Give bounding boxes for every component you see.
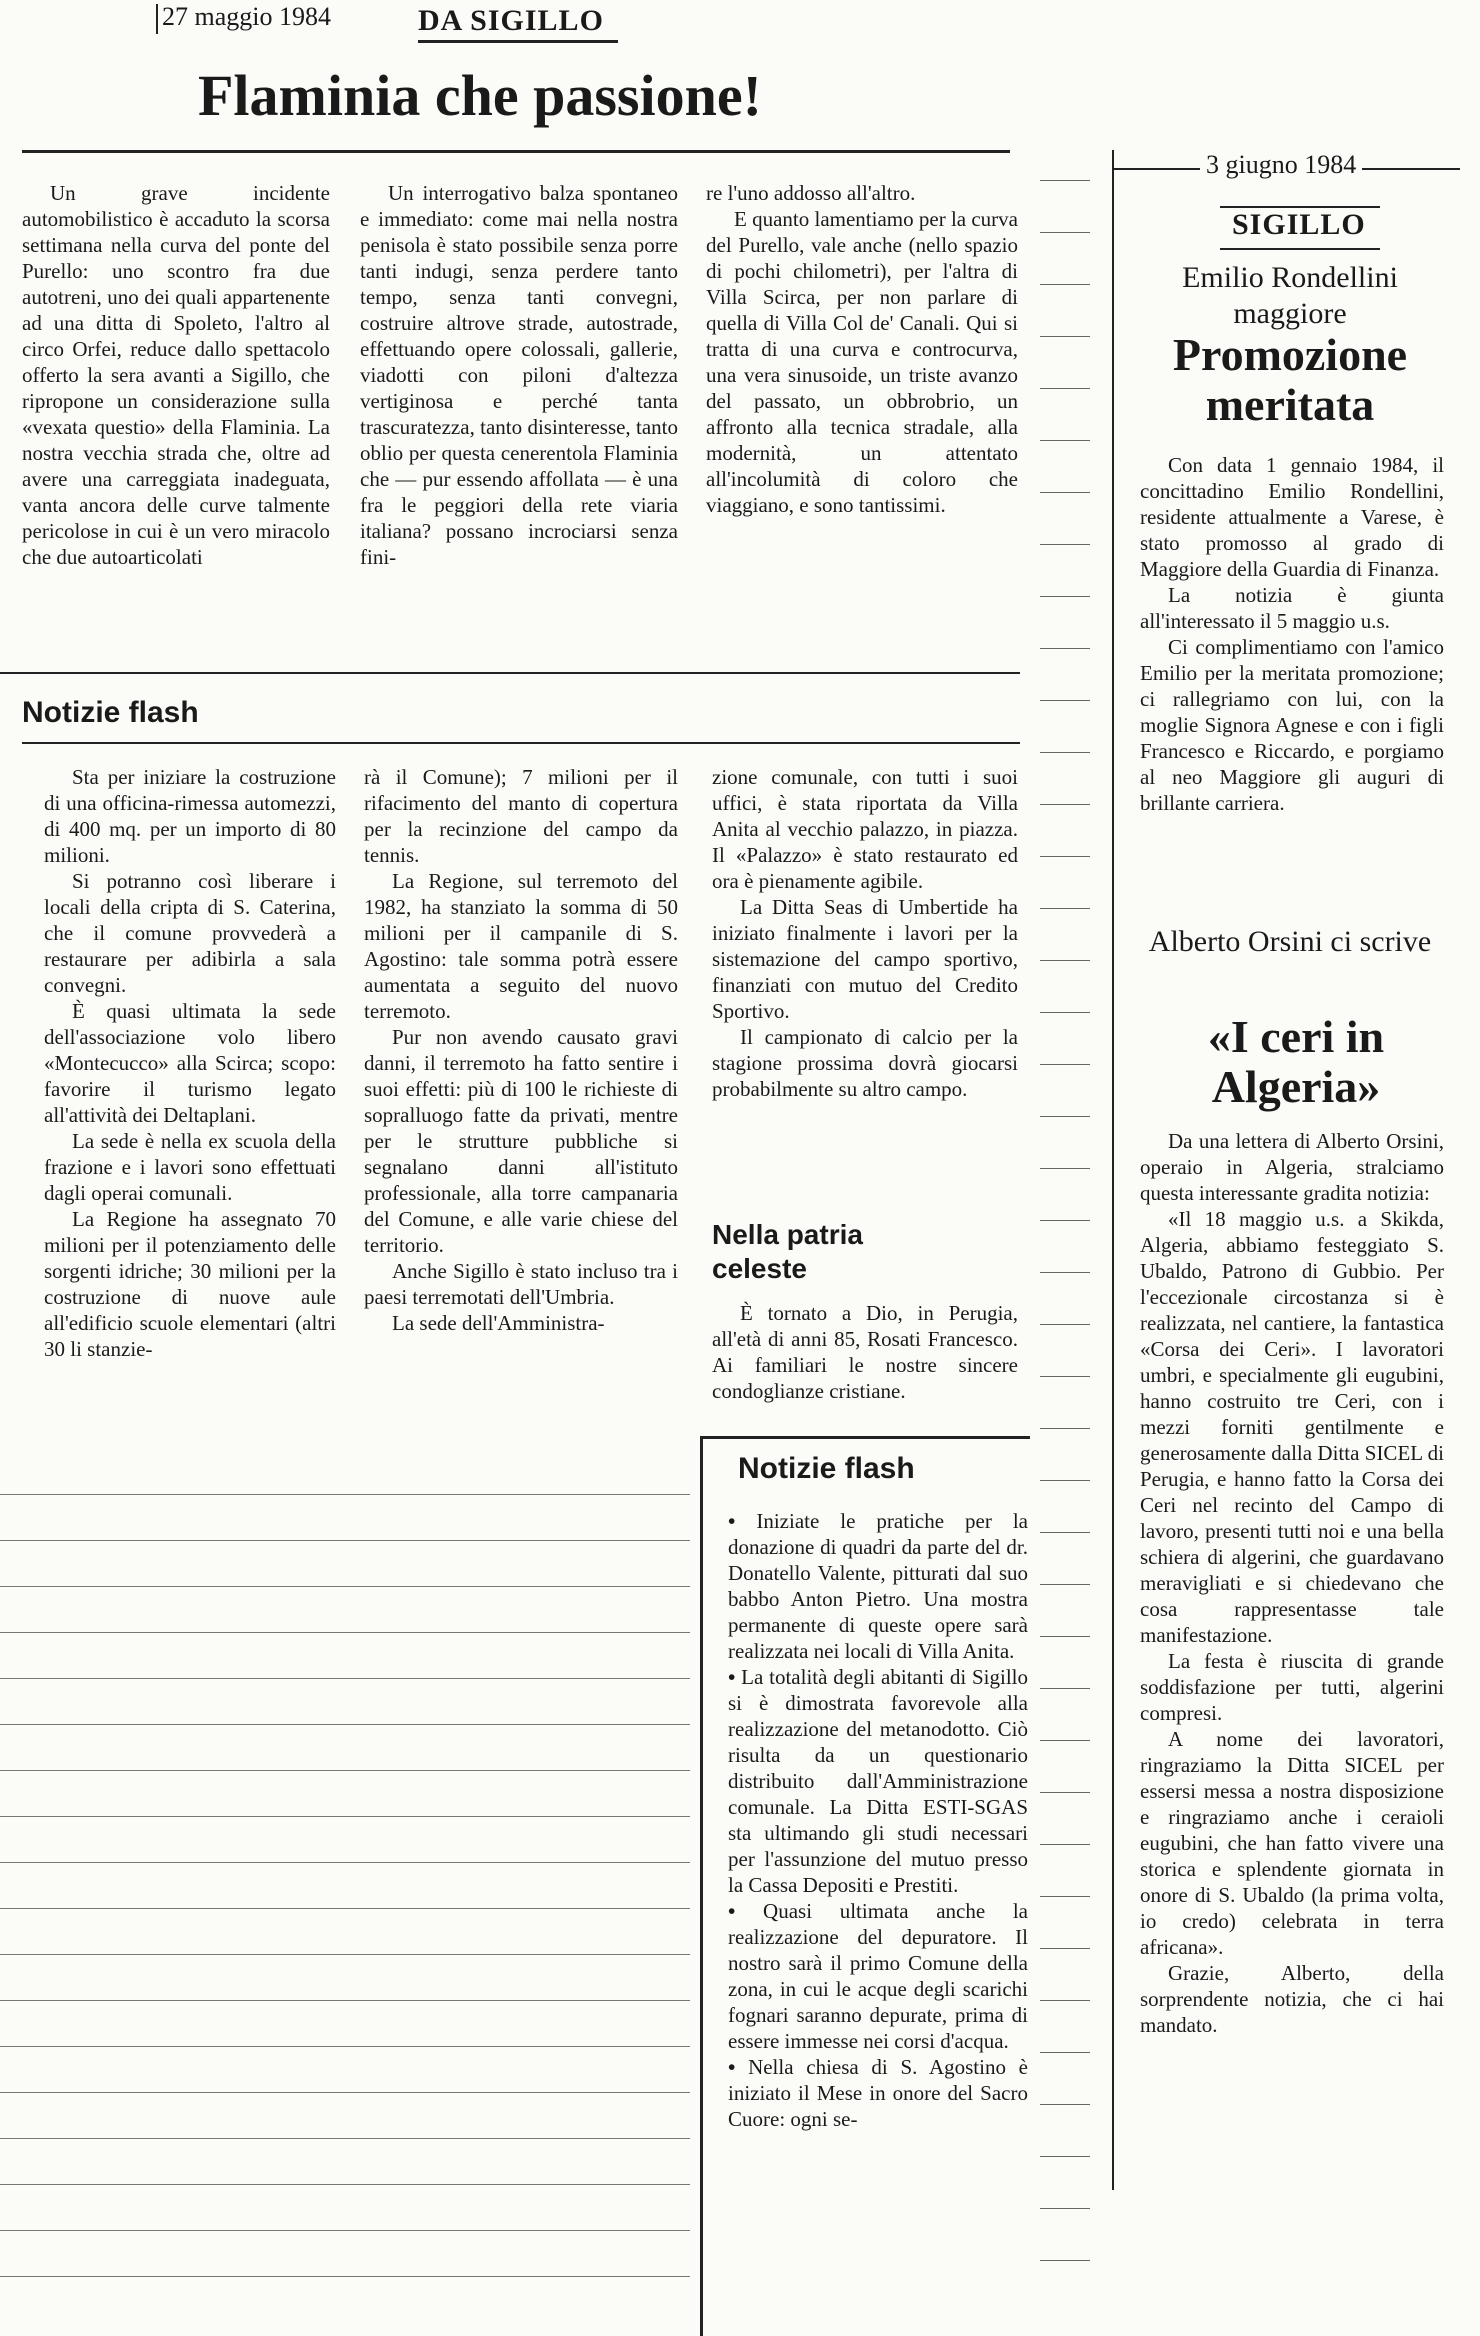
flash-paragraph: Pur non avendo causato gravi danni, il terremoto ha fatto sentire i suoi effetti: più di 100 le richieste di sopralluogo fatte da privati, mentre per le strutture pubbliche si segnalano danni all'istituto professionale, alla torre campanaria del Comune, e alle varie chiese del territorio.: [364, 1025, 678, 1257]
flash-paragraph: Sta per iniziare la costruzione di una officina-rimessa automezzi, di 400 mq. per un importo di 80 milioni.: [44, 765, 336, 867]
patria-title: Nella patria celeste: [712, 1219, 863, 1284]
right-paragraph: Da una lettera di Alberto Orsini, operaio in Algeria, stralciamo questa interessante gradita notizia:: [1140, 1129, 1444, 1205]
flash2-item: • Quasi ultimata anche la realizzazione del depuratore. Il nostro sarà il primo Comune della zona, in cui le acque degli scarichi fognari saranno depurate, prima di essere immesse nei corsi d'acqua.: [728, 1898, 1028, 2054]
notizie-flash-title: Notizie flash: [22, 696, 199, 729]
right-issue-date: 3 giugno 1984: [1200, 150, 1362, 180]
article-paragraph: re l'uno addosso all'altro.: [706, 181, 916, 205]
right-section-label: SIGILLO: [1232, 208, 1366, 241]
right-article-1: [1140, 452, 1444, 816]
right-paragraph: Grazie, Alberto, della sorprendente notizia, che ci hai mandato.: [1140, 1961, 1444, 2037]
flash-paragraph: Anche Sigillo è stato incluso tra i paesi terremotati dell'Umbria.: [364, 1259, 678, 1309]
right-paragraph: Con data 1 gennaio 1984, il concittadino Emilio Rondellini, residente attualmente a Varese, è stato promosso al grado di Maggiore della Guardia di Finanza.: [1140, 453, 1444, 581]
article-paragraph: Un grave incidente automobilistico è accaduto la scorsa settimana nella curva del ponte del Purello: uno scontro fra due autotreni, uno dei quali appartenente ad una ditta di Spoleto, l'altro al circo Orfei, reduce dallo spettacolo offerto la sera avanti a Sigillo, che ripropone un considerazione sulla «vexata questio» della Flaminia. La nostra vecchia strada che, oltre ad avere una carreggiata inadeguata, vanta ancora delle curve talmente pericolose in cui è un vero miracolo che due autoarticolati: [22, 181, 330, 569]
flash-paragraph: È quasi ultimata la sede dell'associazione volo libero «Montecucco» alla Scirca; scopo: favorire il turismo legato all'attività dei Deltaplani.: [44, 999, 336, 1127]
flash2-box-left: [700, 1438, 703, 2336]
flash2-item: • Iniziate le pratiche per la donazione di quadri da parte del dr. Donatello Valente, pitturati dal suo babbo Anton Pietro. Una mostra permanente di queste opere sarà realizzata nei locali di Villa Anita.: [728, 1508, 1028, 1664]
right-paragraph: La notizia è giunta all'interessato il 5 maggio u.s.: [1140, 583, 1444, 633]
flash-paragraph: La Regione, sul terremoto del 1982, ha stanziato la somma di 50 milioni per il campanile di S. Agostino: tale somma potrà essere aumentata a seguito del nuovo terremoto.: [364, 869, 678, 1023]
flash-paragraph: rà il Comune); 7 milioni per il rifacimento del manto di copertura per la recinzione del campo da tennis.: [364, 765, 678, 867]
right-paragraph: Ci complimentiamo con l'amico Emilio per la meritata promozione; ci rallegriamo con lui, con la moglie Signora Agnese e con i figli Francesco e Riccardo, e porgiamo al neo Maggiore gli auguri di brillante carriera.: [1140, 635, 1444, 815]
patria-paragraph: È tornato a Dio, in Perugia, all'età di anni 85, Rosati Francesco. Ai familiari le nostre sincere condoglianze cristiane.: [712, 1301, 1018, 1403]
flash-paragraph: Il campionato di calcio per la stagione prossima dovrà giocarsi probabilmente su altro campo.: [712, 1025, 1018, 1101]
article-col-3: [706, 180, 1018, 518]
right-article-2: [1140, 1128, 1444, 2038]
right-kicker-2: Alberto Orsini ci scrive: [1148, 925, 1432, 958]
flash-col-2: [364, 764, 678, 1336]
flash-paragraph: zione comunale, con tutti i suoi uffici, è stata riportata da Villa Anita al vecchio palazzo, in piazza. Il «Palazzo» è stato restaurato ed ora è pienamente agibile.: [712, 765, 1018, 893]
article-col-2: [360, 180, 678, 570]
right-column-border: [1112, 150, 1114, 2190]
title-rule: [22, 150, 1010, 153]
flash-paragraph: La sede è nella ex scuola della frazione e i lavori sono effettuati dagli operai comunali.: [44, 1129, 336, 1205]
page-title: Flaminia che passione!: [198, 63, 762, 128]
flash-col-1: [44, 764, 336, 1362]
right-title: Promozione meritata: [1172, 329, 1408, 430]
section-rule: [0, 672, 1020, 674]
article-paragraph: E quanto lamentiamo per la curva del Purello, vale anche (nello spazio di pochi chilometri), per l'altra di Villa Scirca, per non parlare di quella di Villa Col de' Canali. Qui si tratta di una curva e controcurva, una vera sinusoide, un triste avanzo del passato, un obbrobrio, un affronto alla tecnica stradale, alla modernità, un attentato all'incolumità di coloro che viaggiano, e sono tantissimi.: [706, 207, 1018, 517]
right-section-rule-bottom: [1220, 248, 1380, 250]
right-section-rule-top: [1220, 206, 1380, 208]
flash2-box-top: [700, 1436, 1030, 1439]
article-col-1: [22, 180, 330, 570]
date-divider: [156, 4, 158, 34]
patria-text: [712, 1300, 1018, 1404]
right-kicker: Emilio Rondellini maggiore: [1182, 261, 1398, 330]
flash2-item: • La totalità degli abitanti di Sigillo si è dimostrata favorevole alla realizzazione del metanodotto. Ciò risulta da un questionario distribuito dall'Amministrazione comunale. La Ditta ESTI-SGAS sta ultimando gli studi necessari per l'assunzione del mutuo presso la Cassa Depositi e Prestiti.: [728, 1664, 1028, 1898]
article-paragraph: Un interrogativo balza spontaneo e immediato: come mai nella nostra penisola è stato possibile senza porre tanti indugi, senza perdere tanto tempo, senza tanti convegni, costruire altrove strade, autostrade, effettuando opere colossali, gallerie, viadotti con piloni d'altezza vertiginosa e perché tanta trascuratezza, tanto disinteresse, tanto oblio per questa cenerentola Flaminia che — pur essendo affollata — è una fra le peggiori della rete viaria italiana? possano incrociarsi senza fini-: [360, 181, 678, 569]
right-paragraph: La festa è riuscita di grande soddisfazione per tutti, algerini compresi.: [1140, 1649, 1444, 1725]
flash-col-3: [712, 764, 1018, 1102]
right-paragraph: «Il 18 maggio u.s. a Skikda, Algeria, abbiamo festeggiato S. Ubaldo, Patrono di Gubbio. Per l'eccezionale circostanza si è realizzata, nel cantiere, la fantastica «Corsa dei Ceri». I lavoratori umbri, e specialmente gli eugubini, hanno costruito tre Ceri, con i mezzi forniti gentilmente e generosamente dalla Ditta SICEL di Perugia, e hanno fatto la Corsa dei Ceri nel recinto del Campo di lavoro, presenti tutti noi e una bella schiera di algerini, che guardavano meravigliati e si chiedevano che cosa rappresentasse tale manifestazione.: [1140, 1207, 1444, 1647]
flash-paragraph: Si potranno così liberare i locali della cripta di S. Caterina, che il comune provvederà a restaurare per adibirla a sala convegni.: [44, 869, 336, 997]
notizie-flash-2-title: Notizie flash: [738, 1452, 915, 1485]
flash-paragraph: La Regione ha assegnato 70 milioni per il potenziamento delle sorgenti idriche; 30 milioni per la costruzione di nuove aule all'edificio scuole elementari (altri 30 li stanzie-: [44, 1207, 336, 1361]
flash-paragraph: La sede dell'Amministra-: [392, 1311, 605, 1335]
flash2-list: [728, 1508, 1028, 2132]
flash-paragraph: La Ditta Seas di Umbertide ha iniziato finalmente i lavori per la sistemazione del campo sportivo, finanziati con mutuo del Credito Sportivo.: [712, 895, 1018, 1023]
flash-rule: [22, 742, 1020, 744]
right-title-2: «I ceri in Algeria»: [1207, 1011, 1385, 1112]
section-underline: [418, 40, 618, 43]
section-label: DA SIGILLO: [418, 4, 604, 37]
flash2-item: • Nella chiesa di S. Agostino è iniziato il Mese in onore del Sacro Cuore: ogni se-: [728, 2054, 1028, 2132]
issue-date: 27 maggio 1984: [162, 2, 331, 31]
right-paragraph: A nome dei lavoratori, ringraziamo la Ditta SICEL per essersi messa a nostra disposizione e ringraziamo anche i ceraioli eugubini, che han fatto vivere una storica e splendente giornata in onore di S. Ubaldo (la prima volta, io credo) celebrata in terra africana».: [1140, 1727, 1444, 1959]
